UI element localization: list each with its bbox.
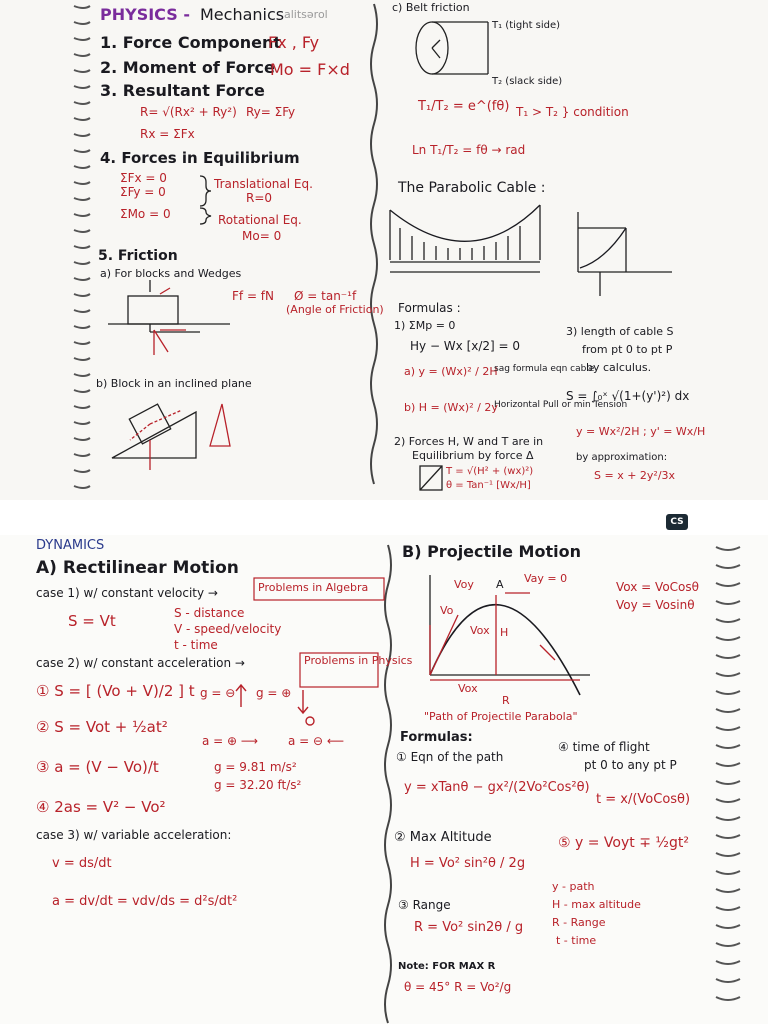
s-definition: S - distance	[174, 606, 245, 620]
sum-fx-eq: ΣFx = 0	[120, 171, 167, 185]
projectile-formulas-label: Formulas:	[400, 730, 473, 745]
vox-equation: Vox = VoCosθ	[616, 580, 699, 594]
parabolic-cable-diagram	[390, 205, 540, 272]
tension-condition: T₁ > T₂ } condition	[516, 105, 629, 119]
center-binding-2	[385, 545, 391, 1023]
path-caption: "Path of Projectile Parabola"	[424, 710, 578, 723]
left-binding-rings	[74, 6, 90, 488]
formula-2: 2) Forces H, W and T are in	[394, 435, 544, 448]
formula-3: 3) length of cable S	[566, 325, 674, 338]
a-positive: a = ⊕ ⟶	[202, 734, 259, 748]
projectile-title: B) Projectile Motion	[402, 542, 581, 561]
eq4: ④ 2as = V² − Vo²	[36, 798, 166, 816]
translational-brace	[200, 176, 211, 206]
item2-formula: Mo = F×d	[270, 60, 350, 79]
voy-label: Voy	[454, 578, 474, 591]
g-negative: g = ⊖	[200, 686, 236, 700]
page1-title-physics: PHYSICS -	[100, 5, 190, 24]
r-label: R	[502, 694, 510, 707]
vox-label-mid: Vox	[470, 624, 490, 637]
point-a: A	[496, 578, 504, 591]
vay-label: Vay = 0	[524, 572, 568, 585]
v-ds-dt: v = ds/dt	[52, 856, 112, 871]
formulas-label: Formulas :	[398, 301, 461, 315]
item1-label: 1. Force Component	[100, 33, 281, 52]
p4-equation: t = x/(VoCosθ)	[596, 792, 691, 807]
h-label: H	[500, 626, 509, 639]
legend-h: H - max altitude	[552, 898, 641, 911]
rotational-brace	[200, 208, 211, 224]
inclined-plane-diagram	[112, 404, 230, 470]
wedge-block-diagram	[108, 280, 230, 355]
fbd-diagram	[578, 212, 672, 296]
max-r-note: Note: FOR MAX R	[398, 961, 496, 972]
t1-label: T₁ (tight side)	[492, 20, 561, 31]
vo-label: Vo	[440, 604, 454, 617]
notebook-page-mechanics	[0, 0, 768, 500]
item1-vars: Fx , Fy	[268, 33, 320, 52]
p2-equation: H = Vo² sin²θ / 2g	[410, 856, 526, 871]
eq3: ③ a = (V − Vo)/t	[36, 758, 159, 776]
sum-fy-eq: ΣFy = 0	[120, 185, 166, 199]
a-derivatives: a = dv/dt = vdv/ds = d²s/dt²	[52, 894, 238, 909]
p5-equation: ⑤ y = Voyt ∓ ½gt²	[558, 835, 689, 851]
translational-label: Translational Eq.	[214, 177, 313, 191]
phi-eq: Ø = tan⁻¹f	[294, 289, 357, 303]
resultant-eq: R= √(Rx² + Ry²)	[140, 105, 237, 119]
eq2: ② S = Vot + ½at²	[36, 718, 168, 736]
case3-label: case 3) w/ variable acceleration:	[36, 828, 232, 842]
item5-label: 5. Friction	[98, 248, 178, 264]
camscanner-logo: CS	[666, 514, 688, 530]
bleed-through-text: alitsərol	[284, 8, 328, 21]
formula-a: a) y = (Wx)² / 2H	[404, 365, 498, 378]
item3-label: 3. Resultant Force	[100, 81, 265, 100]
g-us-value: g = 32.20 ft/s²	[214, 778, 302, 792]
parabolic-cable-title: The Parabolic Cable :	[398, 180, 546, 196]
approximation-label: by approximation:	[576, 452, 668, 463]
case2-box-text: Problems in Physics	[304, 654, 413, 667]
vox-label-low: Vox	[458, 682, 478, 695]
formula-3b: from pt 0 to pt P	[582, 343, 673, 356]
tension-ratio-eq: T₁/T₂ = e^(fθ)	[418, 99, 510, 114]
item4-label: 4. Forces in Equilibrium	[100, 149, 300, 167]
rotational-label: Rotational Eq.	[218, 213, 302, 227]
p4-label: ④ time of flight	[558, 740, 650, 754]
p2-label: ② Max Altitude	[394, 830, 492, 845]
legend-r: R - Range	[552, 916, 606, 929]
sum-mo-eq: ΣMo = 0	[120, 207, 171, 221]
g-positive: g = ⊕	[256, 686, 292, 700]
case1-label: case 1) w/ constant velocity →	[36, 586, 218, 600]
right-binding-rings	[716, 547, 740, 1000]
ff-eq: Ff = fN	[232, 289, 275, 303]
legend-t: t - time	[556, 934, 597, 947]
formula-3c: by calculus.	[586, 361, 652, 374]
formula-b: b) H = (Wx)² / 2y	[404, 401, 498, 414]
p3-label: ③ Range	[398, 898, 451, 912]
ln-ratio-eq: Ln T₁/T₂ = fθ → rad	[412, 143, 526, 157]
p3-equation: R = Vo² sin2θ / g	[414, 920, 524, 935]
theta-eq: θ = Tan⁻¹ [Wx/H]	[446, 480, 531, 491]
formula-b-note: Horizontal Pull or min Tension	[494, 400, 628, 410]
center-binding	[371, 4, 377, 484]
projectile-diagram	[430, 572, 590, 695]
angle-friction-label: (Angle of Friction)	[286, 303, 384, 316]
t2-label: T₂ (slack side)	[492, 76, 563, 87]
page1-title-mechanics: Mechanics	[200, 5, 285, 24]
a-negative: a = ⊖ ⟵	[288, 734, 345, 748]
s-vt-eq: S = Vt	[68, 612, 116, 630]
formula-1b: Hy − Wx [x/2] = 0	[410, 339, 521, 353]
belt-drum-diagram	[416, 22, 488, 74]
notebook-page-dynamics	[0, 535, 768, 1024]
g-si-value: g = 9.81 m/s²	[214, 760, 297, 774]
legend-y: y - path	[552, 880, 595, 893]
p1-equation: y = xTanθ − gx²/(2Vo²Cos²θ)	[404, 780, 590, 795]
t-tension-eq: T = √(H² + (wx)²)	[446, 466, 534, 477]
eq1: ① S = [ (Vo + V)/2 ] t	[36, 682, 195, 700]
item2-label: 2. Moment of Force	[100, 58, 275, 77]
p1-label: ① Eqn of the path	[396, 750, 504, 764]
p4b-label: pt 0 to any pt P	[584, 758, 677, 772]
voy-equation: Voy = Vosinθ	[616, 598, 695, 612]
t-definition: t - time	[174, 638, 218, 652]
rectilinear-title: A) Rectilinear Motion	[36, 558, 239, 578]
s-integral: S = ∫₀ˣ √(1+(y')²) dx	[566, 389, 690, 403]
friction-b-label: b) Block in an inclined plane	[96, 377, 252, 390]
case1-box-text: Problems in Algebra	[258, 581, 369, 594]
friction-a-label: a) For blocks and Wedges	[100, 267, 242, 280]
force-triangle-diagram	[420, 466, 442, 490]
belt-friction-label: c) Belt friction	[392, 1, 470, 14]
rx-eq: Rx = ΣFx	[140, 127, 195, 141]
y-derivatives: y = Wx²/2H ; y' = Wx/H	[576, 425, 706, 438]
formula-a-note: sag formula eqn cable	[494, 364, 595, 374]
v-definition: V - speed/velocity	[174, 622, 282, 636]
s-approx-eq: S = x + 2y²/3x	[594, 469, 676, 482]
formula-2b: Equilibrium by force Δ	[412, 449, 534, 462]
formula-1: 1) ΣMp = 0	[394, 319, 456, 332]
max-r-equation: θ = 45° R = Vo²/g	[404, 980, 512, 994]
mo-zero-eq: Mo= 0	[242, 229, 282, 243]
r-zero-eq: R=0	[246, 191, 273, 205]
case2-label: case 2) w/ constant acceleration →	[36, 656, 245, 670]
ry-eq: Ry= ΣFy	[246, 105, 296, 119]
dynamics-title: DYNAMICS	[36, 538, 105, 553]
